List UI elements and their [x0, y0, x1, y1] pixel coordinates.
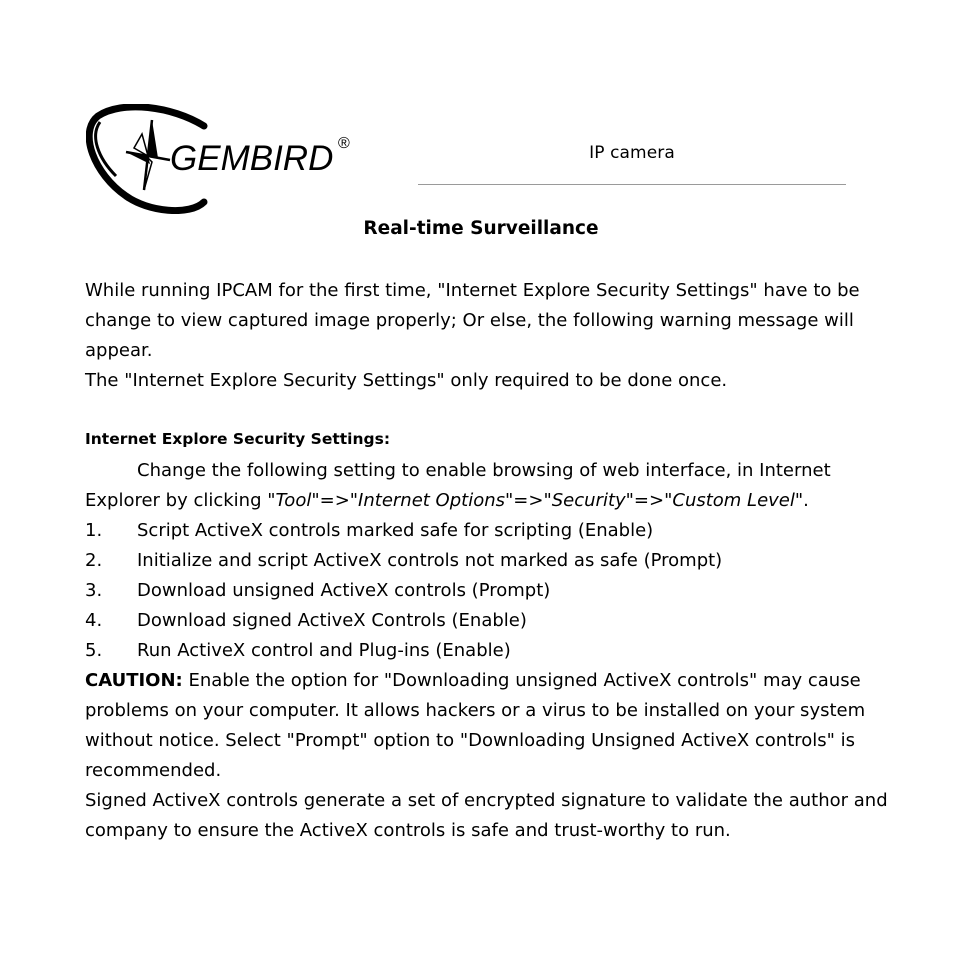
- gembird-swoosh-logo-icon: [86, 104, 358, 214]
- list-item-number: 3.: [85, 580, 103, 601]
- header-rule: [418, 140, 846, 185]
- list-item: [85, 546, 885, 576]
- signed-line-2: company to ensure the ActiveX controls is safe and trust-worthy to run.: [85, 820, 731, 841]
- intro-line-3: appear.: [85, 340, 153, 361]
- list-item-number: 5.: [85, 640, 103, 661]
- instruction-prefix: Explorer by clicking: [85, 490, 268, 511]
- signed-line-1: Signed ActiveX controls generate a set of encrypted signature to validate the author and: [85, 790, 888, 811]
- intro-line-2: change to view captured image properly; Or else, the following warning message will: [85, 310, 854, 331]
- list-item-text: Script ActiveX controls marked safe for scripting (Enable): [137, 520, 654, 541]
- intro-paragraph: [85, 276, 885, 396]
- list-item: [85, 606, 885, 636]
- page-title: Real-time Surveillance: [363, 218, 599, 239]
- list-item-number: 1.: [85, 520, 103, 541]
- gembird-logo: [86, 104, 358, 214]
- list-item-number: 2.: [85, 550, 103, 571]
- list-item-text: Initialize and script ActiveX controls not marked as safe (Prompt): [137, 550, 723, 571]
- caution-text: Enable the option for "Downloading unsigned ActiveX controls" may cause: [182, 670, 861, 691]
- caution-line-2: problems on your computer. It allows hackers or a virus to be installed on your system: [85, 700, 866, 721]
- list-item: [85, 636, 885, 666]
- intro-line-1: While running IPCAM for the first time, "Internet Explore Security Settings" have to be: [85, 280, 860, 301]
- instruction-suffix: .: [803, 490, 809, 511]
- instruction-line-1: Change the following setting to enable browsing of web interface, in Internet: [137, 460, 831, 481]
- instructions-block: [85, 456, 888, 846]
- section-heading: Internet Explore Security Settings:: [85, 430, 391, 448]
- caution-line-1: [85, 666, 885, 696]
- list-item: [85, 516, 885, 546]
- caution-line-4: recommended.: [85, 760, 222, 781]
- intro-line-4: The "Internet Explore Security Settings" only required to be done once.: [85, 370, 728, 391]
- list-item-text: Download signed ActiveX Controls (Enable): [137, 610, 527, 631]
- menu-path: "Tool"=>"Internet Options"=>"Security"=>"Custom Level": [267, 490, 804, 511]
- list-item-text: Download unsigned ActiveX controls (Prompt): [137, 580, 551, 601]
- list-item-text: Run ActiveX control and Plug-ins (Enable): [137, 640, 511, 661]
- caution-line-3: without notice. Select "Prompt" option to "Downloading Unsigned ActiveX controls" is: [85, 730, 856, 751]
- caution-label: CAUTION:: [85, 670, 183, 691]
- document-label: IP camera: [589, 143, 675, 163]
- instruction-line-2: [85, 486, 885, 516]
- logo-wordmark: GEMBIRD: [170, 139, 334, 178]
- list-item-number: 4.: [85, 610, 103, 631]
- registered-mark: ®: [338, 135, 350, 152]
- list-item: [85, 576, 885, 606]
